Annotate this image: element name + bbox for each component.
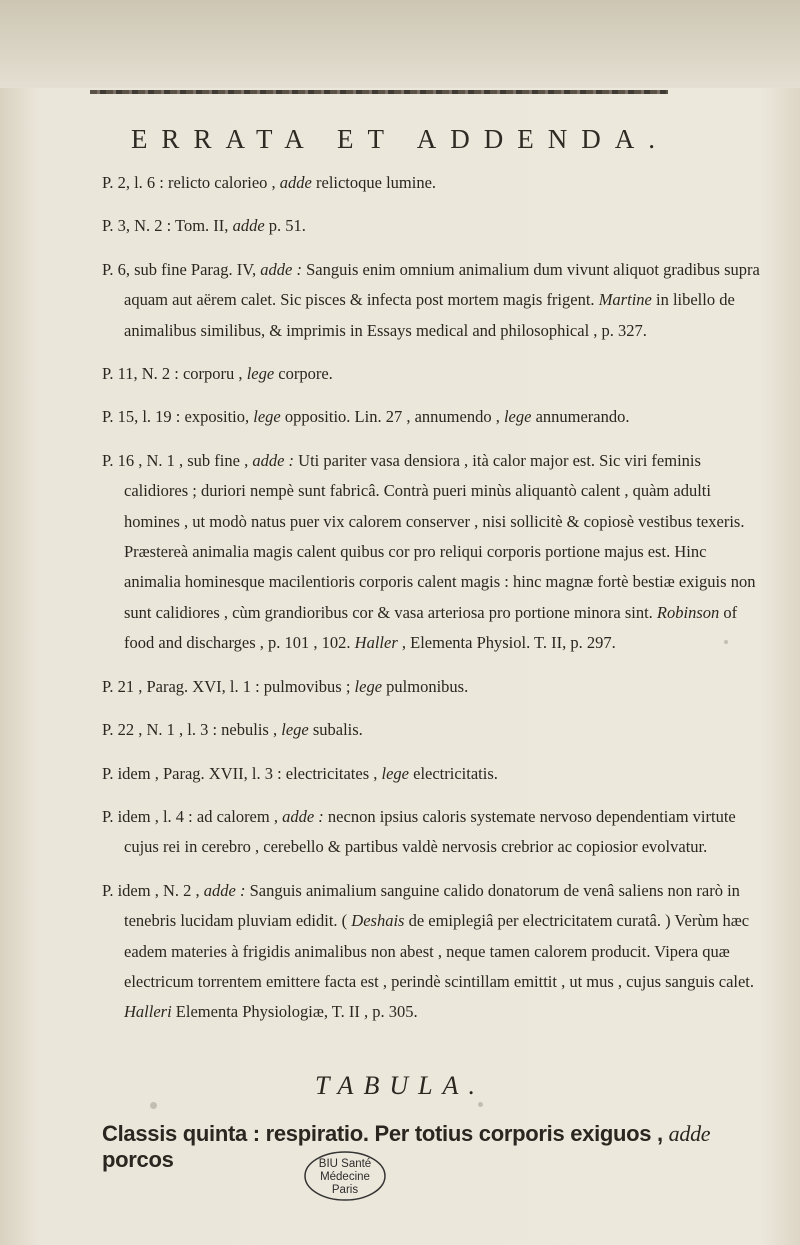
library-stamp xyxy=(303,1150,387,1202)
italic-run: adde : xyxy=(252,450,295,470)
text-run: p. 51. xyxy=(264,216,306,236)
errata-entry xyxy=(102,759,762,789)
errata-entry xyxy=(102,672,762,702)
errata-entry xyxy=(102,402,762,432)
italic-run: lege xyxy=(246,364,275,384)
errata-entry xyxy=(102,715,762,745)
text-run: de emiplegiâ per electricitatem curatâ. ) Verùm hæc eadem materies à frigidis animalibus non abest , neque tamen calorem producit. Vipera quæ electricum torrentem emittere facta est , perindè scintillam emittit , ut mus , cujus sanguis calet. xyxy=(124,911,755,991)
italic-run: lege xyxy=(253,407,281,427)
text-run: P. 21 , Parag. XVI, l. 1 : pulmovibus ; xyxy=(102,676,355,696)
italic-run: lege xyxy=(354,676,383,696)
italic-run: adde : xyxy=(203,880,246,900)
text-run: corpore. xyxy=(274,364,333,384)
italic-run: Martine xyxy=(598,290,652,310)
errata-entry xyxy=(102,211,762,241)
italic-run: adde : xyxy=(282,806,324,826)
text-run: relictoque lumine. xyxy=(311,173,437,192)
text-run: P. 16 , N. 1 , sub fine , xyxy=(102,450,253,470)
ink-speck xyxy=(150,1102,157,1109)
italic-run: adde : xyxy=(260,259,302,279)
italic-run: Haller xyxy=(354,633,398,653)
italic-run: adde xyxy=(279,173,312,192)
text-run: , Elementa Physiol. T. II, p. 297. xyxy=(397,633,616,653)
text-run: subalis. xyxy=(308,720,363,740)
text-run: in libello de animalibus similibus, & imprimis in Essays medical and philosophical , p. 327. xyxy=(124,290,735,340)
text-run: oppositio. Lin. 27 , annumendo , xyxy=(280,407,504,427)
text-run: Sanguis animalium sanguine calido donatorum de venâ saliens non rarò in tenebris lucidam pluviam edidit. ( xyxy=(124,880,740,931)
text-run: P. 3, N. 2 : Tom. II, xyxy=(102,216,233,236)
errata-entry xyxy=(102,168,762,198)
errata-entry xyxy=(102,876,762,1028)
italic-run: adde xyxy=(232,216,265,236)
italic-run: adde xyxy=(668,1121,711,1146)
italic-run: Halleri xyxy=(124,1002,172,1022)
text-run: P. 22 , N. 1 , l. 3 : nebulis , xyxy=(102,720,282,740)
text-run: P. idem , Parag. XVII, l. 3 : electricitates , xyxy=(102,763,382,783)
text-run: electricitatis. xyxy=(409,763,498,783)
decorative-rule xyxy=(90,90,668,94)
errata-entry xyxy=(102,359,762,389)
italic-run: lege xyxy=(381,763,409,783)
stamp-line: Paris xyxy=(331,1184,359,1196)
errata-entry xyxy=(102,446,762,659)
text-run: necnon ipsius caloris systemate nervoso dependentiam virtute cujus rei in cerebro , cerebello & partibus valdè nervosis crebrior ac copiosior evolvatur. xyxy=(124,806,736,857)
text-run: P. idem , N. 2 , xyxy=(102,880,204,900)
ink-speck xyxy=(724,640,728,644)
text-run: P. idem , l. 4 : ad calorem , xyxy=(102,806,283,826)
text-run: Classis quinta : respiratio. Per totius corporis exiguos , xyxy=(102,1121,669,1146)
errata-heading: ERRATA ET ADDENDA. xyxy=(130,124,670,154)
text-run: P. 15, l. 19 : expositio, xyxy=(102,407,254,427)
stamp-line: Médecine xyxy=(320,1171,370,1183)
classis-line xyxy=(102,1121,782,1173)
errata-entry xyxy=(102,802,762,863)
text-run: P. 6, sub fine Parag. IV, xyxy=(102,259,261,279)
stamp-line: BIU Santé xyxy=(318,1158,372,1170)
top-shadow-band xyxy=(0,0,800,88)
italic-run: Deshais xyxy=(351,911,405,931)
stamp-text xyxy=(303,1150,387,1197)
text-run: of food and discharges , p. 101 , 102. xyxy=(124,602,738,653)
tabula-heading: TABULA. xyxy=(315,1071,485,1100)
errata-entry xyxy=(102,255,762,346)
text-run: annumerando. xyxy=(531,407,630,427)
italic-run: lege xyxy=(503,407,532,427)
italic-run: lege xyxy=(281,720,309,740)
text-run: Elementa Physiologiæ, T. II , p. 305. xyxy=(171,1002,418,1022)
errata-entries xyxy=(102,168,762,1041)
italic-run: Robinson xyxy=(656,602,720,622)
text-run: Uti pariter vasa densiora , ità calor major est. Sic viri feminis calidiores ; duriori nempè sunt fabricâ. Contrà pueri minùs aliquantò calent , quàm adulti homines , ut modò natus puer vix calorem conserver , nisi sollicitè & copiosè vestibus texeris. Præstereà animalia magis calent quibus cor pro reliqui corporis portione majus est. Hinc animalia hominesque macilentioris corporis calent magis : hinc magnæ fortè bestiæ exiguis non sunt calidiores , cùm grandioribus cor & vasa arteriosa pro portione minora sint. xyxy=(124,450,756,622)
text-run: P. 2, l. 6 : relicto calorieo , xyxy=(102,173,280,192)
text-run: Sanguis enim omnium animalium dum vivunt aliquot gradibus supra aquam aut aërem calet. Sic pisces & infecta post mortem magis frigent. xyxy=(124,259,760,310)
ink-speck xyxy=(478,1102,483,1107)
text-run: pulmonibus. xyxy=(382,676,469,696)
text-run: P. 11, N. 2 : corporu , xyxy=(102,364,247,384)
text-run: porcos xyxy=(102,1147,174,1172)
